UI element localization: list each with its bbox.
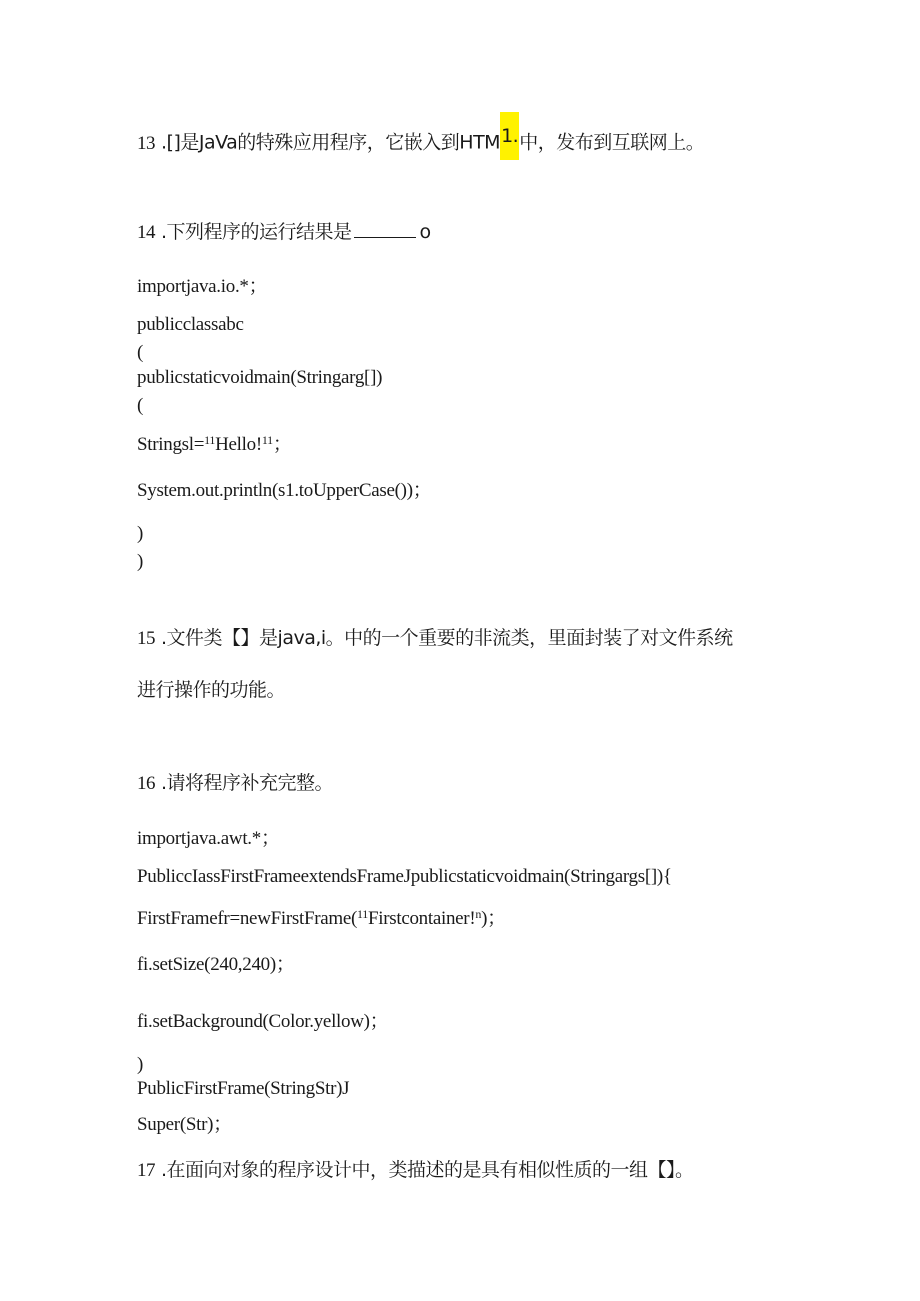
question-text: .[]是JaVa的特殊应用程序，它嵌入到HTM [161, 131, 501, 154]
code-line: ) [137, 523, 144, 544]
question-number: 15 [137, 628, 155, 649]
code-fragment: )； [481, 908, 506, 929]
code-fragment: Firstcontainer! [368, 908, 476, 929]
question-15-continued: 进行操作的功能。 [137, 679, 286, 701]
question-number: 16 [137, 773, 155, 794]
code-line: Super(Str)； [137, 1114, 232, 1135]
question-13 [137, 126, 704, 160]
question-number: 17 [137, 1160, 155, 1181]
highlighted-text: 1. [500, 112, 519, 160]
code-line: importjava.awt.*； [137, 828, 280, 849]
question-14 [137, 219, 431, 245]
question-text-end: 中，发布到互联网上。 [519, 131, 705, 154]
code-superscript: 11 [357, 907, 368, 921]
code-line: PubliccIassFirstFrameextendsFrameJpublicstaticvoidmain(Stringargs[]){ [137, 866, 672, 887]
code-line: ( [137, 395, 144, 416]
code-line: publicstaticvoidmain(Stringarg[]) [137, 367, 383, 388]
code-line: PublicFirstFrame(StringStr)J [137, 1078, 350, 1099]
code-line [137, 902, 506, 931]
code-line: ( [137, 342, 144, 363]
code-line: importjava.io.*； [137, 276, 268, 297]
question-15 [137, 626, 733, 651]
code-line: System.out.println(s1.toUpperCase())； [137, 480, 432, 501]
code-line [137, 428, 292, 457]
code-superscript: n [475, 907, 482, 921]
code-fragment: Hello! [215, 434, 262, 455]
question-number: 14 [137, 222, 155, 243]
code-superscript: 11 [204, 433, 216, 447]
code-line: fi.setSize(240,240)； [137, 954, 295, 975]
code-line: ) [137, 1054, 144, 1075]
question-16 [137, 771, 333, 796]
question-17 [137, 1158, 694, 1183]
question-number: 13 [137, 132, 155, 154]
answer-blank [354, 219, 416, 238]
question-tail: o [419, 221, 431, 243]
code-fragment: FirstFramefr=newFirstFrame( [137, 908, 358, 929]
code-superscript: 11 [261, 433, 273, 447]
code-line: ) [137, 551, 144, 572]
code-line: publicclassabc [137, 314, 244, 335]
question-text: .文件类【】是java,i。中的一个重要的非流类，里面封装了对文件系统 [161, 627, 733, 649]
question-text: .下列程序的运行结果是 [161, 221, 352, 243]
question-text: .请将程序补充完整。 [161, 772, 334, 794]
code-fragment: ； [272, 434, 292, 455]
code-line: fi.setBackground(Color.yellow)； [137, 1011, 389, 1032]
question-text: .在面向对象的程序设计中，类描述的是具有相似性质的一组【】。 [161, 1159, 694, 1181]
code-fragment: Stringsl= [137, 434, 205, 455]
